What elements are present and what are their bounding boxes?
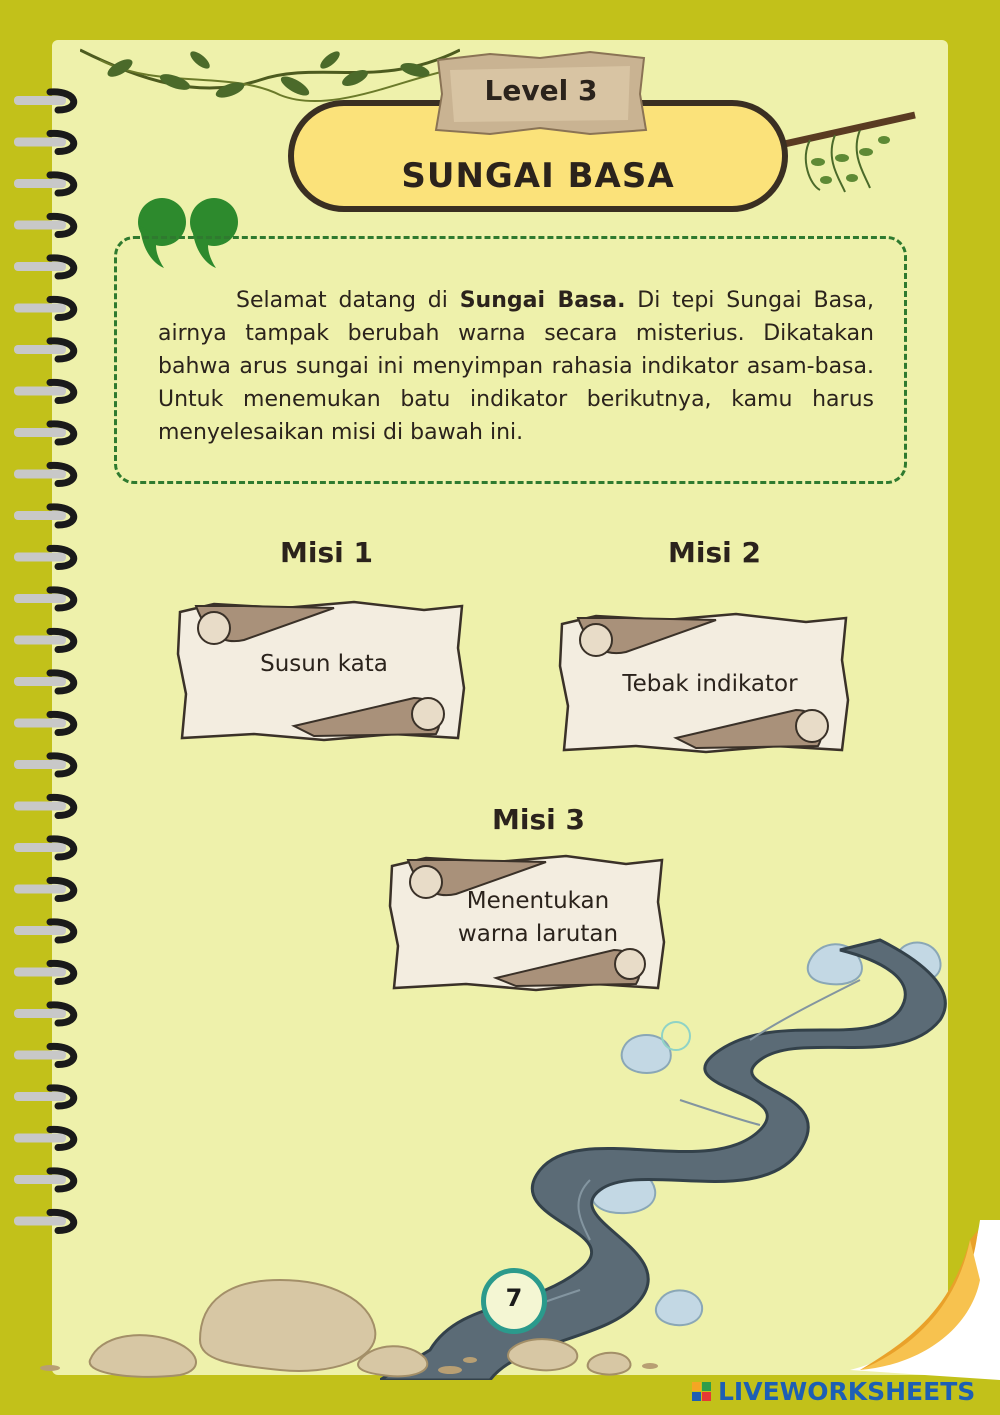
spiral-ring — [14, 1217, 66, 1226]
spiral-ring — [14, 677, 66, 686]
mission-3-task-line2: warna larutan — [457, 921, 619, 947]
watermark-text: LIVEWORKSHEETS — [718, 1377, 976, 1406]
intro-paragraph — [158, 284, 874, 449]
spiral-ring — [14, 843, 66, 852]
rocks-illustration — [30, 1250, 750, 1380]
branch-vine-icon — [780, 100, 920, 200]
spiral-ring — [14, 345, 66, 354]
intro-body: Di tepi Sungai Basa, airnya tampak berubah warna secara misterius. Dikatakan bahwa arus sungai ini menyimpan rahasia indikator asam-basa. Untuk menemukan batu indikator berikutnya, kamu harus menyelesaikan misi di bawah ini. — [158, 288, 875, 445]
spiral-ring — [14, 387, 66, 396]
spiral-ring — [14, 636, 66, 645]
intro-lead: Selamat datang di — [236, 288, 460, 313]
spiral-ring — [14, 760, 66, 769]
page-title: SUNGAI BASA — [401, 156, 675, 196]
spiral-ring — [14, 262, 66, 271]
spiral-ring — [14, 138, 66, 147]
spiral-ring — [14, 719, 66, 728]
spiral-ring — [14, 1051, 66, 1060]
spiral-binding-icon — [0, 0, 100, 1415]
spiral-ring — [14, 594, 66, 603]
spiral-ring — [14, 885, 66, 894]
mission-2-label: Misi 2 — [668, 536, 761, 569]
mission-2-task: Tebak indikator — [622, 671, 798, 697]
spiral-ring — [14, 428, 66, 437]
spiral-ring — [14, 553, 66, 562]
spiral-ring — [14, 1134, 66, 1143]
spiral-ring — [14, 470, 66, 479]
spiral-ring — [14, 1092, 66, 1101]
mission-1-task: Susun kata — [260, 651, 388, 677]
spiral-ring — [14, 304, 66, 313]
page-number: 7 — [505, 1284, 523, 1312]
intro-place-name: Sungai Basa. — [459, 288, 626, 313]
spiral-ring — [14, 221, 66, 230]
spiral-ring — [14, 1009, 66, 1018]
spiral-ring — [14, 1175, 66, 1184]
spiral-ring — [14, 968, 66, 977]
spiral-ring — [14, 96, 66, 105]
spiral-ring — [14, 179, 66, 188]
spiral-ring — [14, 511, 66, 520]
mission-3-label: Misi 3 — [492, 803, 585, 836]
spiral-ring — [14, 802, 66, 811]
mission-3-task-line1: Menentukan — [466, 888, 610, 914]
mission-1-label: Misi 1 — [280, 536, 373, 569]
spiral-ring — [14, 926, 66, 935]
level-label: Level 3 — [484, 74, 598, 107]
page-curl-icon — [820, 1220, 1000, 1380]
